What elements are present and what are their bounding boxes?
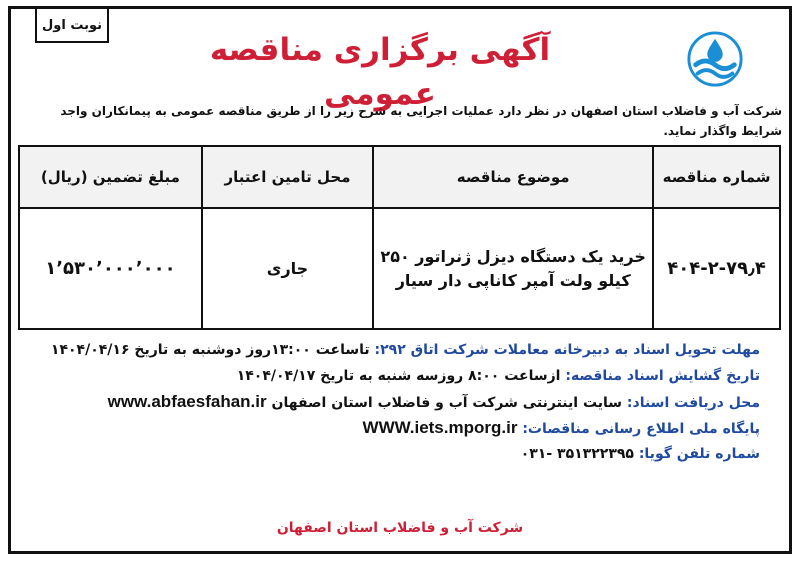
first-publication-badge: نوبت اول [35, 9, 109, 43]
cell-funding-source: جاری [202, 208, 373, 329]
tender-table [18, 145, 781, 330]
water-company-logo-icon [686, 30, 744, 88]
phone-row [40, 441, 760, 467]
footer-company-name: شرکت آب و فاضلاب استان اصفهان [276, 520, 524, 536]
portal-url-link[interactable]: WWW.iets.mporg.ir [362, 418, 518, 437]
deadline-value: تاساعت ۱۳:۰۰روز دوشنبه به تاریخ ۱۴۰۴/۰۴/۱۶ [50, 342, 370, 358]
intro-paragraph: شرکت آب و فاضلاب استان اصفهان در نظر دارد عملیات اجرایی به شرح زیر را از طریق مناقصه عمومی به پیمانکاران واجد شرایط واگذار نماید. [60, 104, 782, 138]
deadline-label: مهلت تحویل اسناد به دبیرخانه معاملات شرکت اتاق ۲۹۲: [374, 342, 760, 358]
opening-value: ازساعت ۸:۰۰ روزسه شنبه به تاریخ ۱۴۰۴/۰۴/۱۷ [236, 368, 561, 384]
portal-label: پایگاه ملی اطلاع رسانی مناقصات: [522, 421, 760, 437]
header-tender-subject: موضوع مناقصه [373, 146, 653, 208]
page-title: آگهی برگزاری مناقصه عمومی [209, 32, 551, 112]
phone-value: ۳۵۱۳۲۲۳۹۵ -۰۳۱ [520, 446, 634, 462]
receipt-url-link[interactable]: www.abfaesfahan.ir [107, 392, 267, 411]
receipt-label: محل دریافت اسناد: [626, 395, 760, 411]
receipt-value: سایت اینترنتی شرکت آب و فاضلاب استان اصفهان [271, 395, 623, 411]
tender-details [40, 337, 760, 467]
opening-row [40, 363, 760, 389]
cell-guarantee-amount: ۱٬۵۳۰٬۰۰۰٬۰۰۰ [19, 208, 202, 329]
cell-tender-number: ۴۰۴-۲-۷۹٫۴ [653, 208, 780, 329]
cell-tender-subject: خرید یک دستگاه دیزل ژنراتور ۲۵۰ کیلو ولت آمپر کاناپی دار سیار [373, 208, 653, 329]
opening-label: تاریخ گشایش اسناد مناقصه: [565, 368, 760, 384]
header-guarantee-amount: مبلغ تضمین (ریال) [19, 146, 202, 208]
header-tender-number: شماره مناقصه [653, 146, 780, 208]
deadline-row [40, 337, 760, 363]
receipt-row [40, 389, 760, 415]
table-row [19, 208, 780, 329]
header-funding-source: محل تامین اعتبار [202, 146, 373, 208]
portal-row [40, 415, 760, 441]
table-header-row [19, 146, 780, 208]
phone-label: شماره تلفن گویا: [638, 446, 760, 462]
